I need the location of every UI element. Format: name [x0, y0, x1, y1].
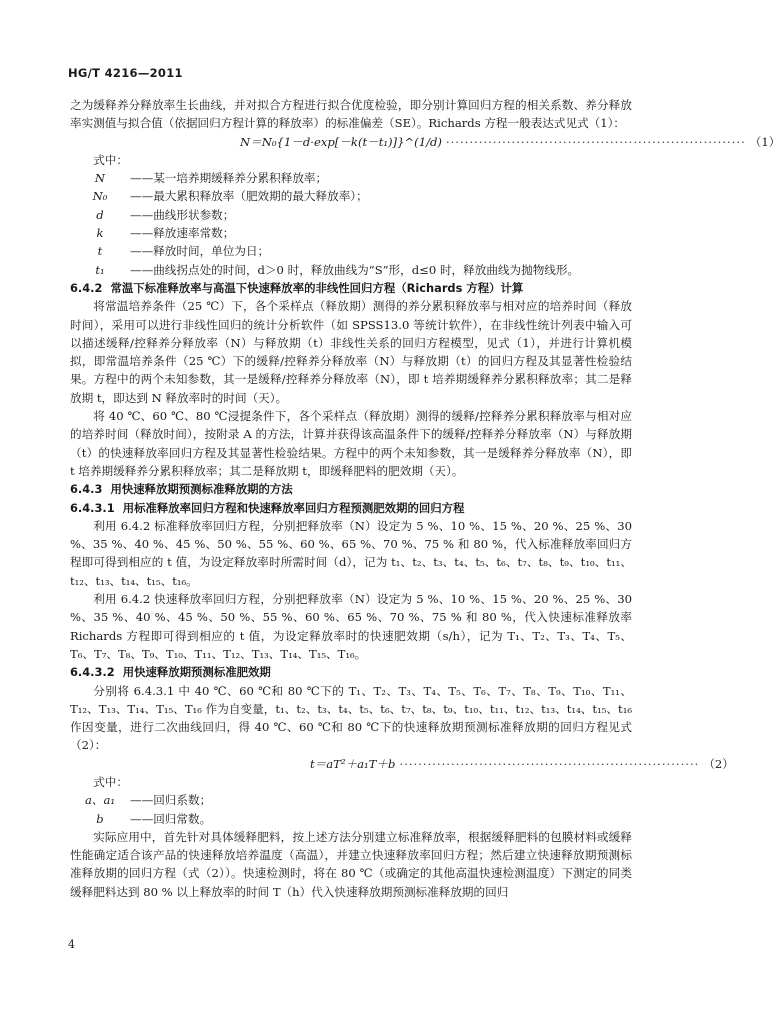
definition-text: ——回归常数。	[130, 811, 212, 826]
definition-row	[70, 791, 632, 809]
definition-symbol: N	[94, 171, 106, 186]
section-title: 用标准释放率回归方程和快速释放率回归方程预测肥效期的回归方程	[122, 500, 465, 515]
definition-row	[70, 169, 632, 187]
paragraph-6-4-2-a: 将常温培养条件（25 ℃）下，各个采样点（释放期）测得的养分累积释放率与相对应的培养时间（释放时间），采用可以进行非线性回归的统计分析软件（如 SPSS13.0 等统计软件），在非线性统计列表中输入可以描述缓释/控释养分释放率（N）与释放期（t）非线性关系的回归方程模型，见式（1），并进行计算机模拟，即常温培养条件（25 ℃）下的缓释/控释养分释放率（N）与释放期（t）的回归方程及其显著性检验结果。方程中的两个未知参数，其一是缓释/控释养分释放率（N），即 t 培养期缓释养分累积释放率；其二是释放期 t，即达到 N 释放率时的时间（天）。	[70, 299, 632, 405]
definition-row	[70, 187, 632, 205]
definition-text: ——曲线形状参数；	[130, 207, 235, 222]
section-heading-6-4-3	[70, 480, 632, 498]
definition-row	[70, 206, 632, 224]
section-title: 常温下标准释放率与高温下快速释放率的非线性回归方程（Richards 方程）计算	[110, 280, 524, 295]
section-number: 6.4.3	[70, 482, 103, 497]
section-heading-6-4-3-2	[70, 663, 632, 681]
paragraph-application: 实际应用中，首先针对具体缓释肥料，按上述方法分别建立标准释放率，根据缓释肥料的包膜材料或缓释性能确定适合该产品的快速释放培养温度（高温），并建立快速释放率回归方程；然后建立快速释放期预测标准释放期的回归方程（式（2））。快速检测时，将在 80 ℃（或确定的其他高温快速检测温度）下测定的同类缓释肥料达到 80 % 以上释放率的时间 T（h）代入快速释放期预测标准释放期的回归	[70, 829, 632, 899]
equation-2-number: （2）	[703, 756, 734, 771]
section-title: 用快速释放期预测标准释放期的方法	[110, 482, 293, 497]
where-label-1: 式中：	[93, 152, 128, 167]
equation-2-formula: t＝aT²＋a₁T＋b	[310, 756, 396, 771]
definition-row	[70, 224, 632, 242]
definition-symbol: k	[96, 226, 104, 241]
equation-1-number: （1）	[749, 134, 780, 149]
paragraph-6-4-3-1-a: 利用 6.4.2 标准释放率回归方程，分别把释放率（N）设定为 5 %、10 %、15 %、20 %、25 %、30 %、35 %、40 %、45 %、50 %、55 %、60 %、65 %、70 %、75 % 和 80 %，代入标准释放率回归方程即可得到相应的 t 值，为设定释放率时所需时间（d），记为 t₁、t₂、t₃、t₄、t₅、t₆、t₇、t₈、t₉、t₁₀、t₁₁、t₁₂、t₁₃、t₁₄、t₁₅、t₁₆。	[70, 518, 632, 588]
definition-text: ——最大累积释放率（肥效期的最大释放率）；	[130, 189, 368, 204]
page-number: 4	[68, 938, 75, 951]
section-number: 6.4.3.1	[70, 500, 115, 515]
equation-1	[70, 133, 780, 151]
paragraph-6-4-3-1-b: 利用 6.4.2 快速释放率回归方程，分别把释放率（N）设定为 5 %、10 %、15 %、20 %、25 %、30 %、35 %、40 %、45 %、50 %、55 %、60 %、65 %、70 %、75 % 和 80 %，代入快速标准释放率 Richards 方程即可得到相应的 t 值，为设定释放率时的快速肥效期（s/h），记为 T₁、T₂、T₃、T₄、T₅、T₆、T₇、T₈、T₉、T₁₀、T₁₁、T₁₂、T₁₃、T₁₄、T₁₅、T₁₆。	[70, 592, 632, 661]
definition-row	[70, 242, 632, 260]
equation-1-formula: N＝N₀{1－d·exp[－k(t－t₁)]}^(1/d)	[240, 134, 442, 149]
section-heading-6-4-3-1	[70, 499, 632, 517]
definition-symbol: t₁	[95, 262, 105, 277]
definition-text: ——回归系数；	[130, 793, 212, 808]
section-heading-6-4-2	[70, 279, 632, 297]
definition-row	[70, 261, 632, 279]
standard-number-header: HG/T 4216—2011	[68, 66, 183, 80]
definition-list-2	[70, 791, 632, 828]
definition-list-1	[70, 169, 632, 279]
definition-symbol: t	[97, 244, 103, 259]
section-title: 用快速释放期预测标准肥效期	[122, 665, 271, 680]
paragraph-6-4-3-2: 分别将 6.4.3.1 中 40 ℃、60 ℃和 80 ℃下的 T₁、T₂、T₃、T₄、T₅、T₆、T₇、T₈、T₉、T₁₀、T₁₁、T₁₂、T₁₃、T₁₄、T₁₅、T₁₆ 作为自变量，t₁、t₂、t₃、t₄、t₅、t₆、t₇、t₈、t₉、t₁₀、t₁₁、t₁₂、t₁₃、t₁₄、t₁₅、t₁₆ 作因变量，进行二次曲线回归，得 40 ℃、60 ℃和 80 ℃下的快速释放期预测标准释放期的回归方程见式（2）：	[70, 683, 632, 753]
definition-text: ——曲线拐点处的时间，d＞0 时，释放曲线为“S”形，d≤0 时，释放曲线为抛物线形。	[130, 262, 580, 277]
definition-row	[70, 810, 632, 828]
equation-2	[70, 755, 734, 773]
document-body	[70, 96, 780, 901]
where-label-2: 式中：	[93, 774, 128, 789]
definition-text: ——释放速率常数；	[130, 226, 235, 241]
definition-symbol: a、a₁	[84, 793, 116, 808]
section-number: 6.4.3.2	[70, 665, 115, 680]
definition-symbol: d	[96, 207, 104, 222]
paragraph-6-4-2-b: 将 40 ℃、60 ℃、80 ℃浸提条件下，各个采样点（释放期）测得的缓释/控释养分累积释放率与相对应的培养时间（释放时间），按附录 A 的方法，计算并获得该高温条件下的缓释/控释养分释放率（N）与释放期（t）的快速释放率回归方程及其显著性检验结果。方程中的两个未知参数，其一是缓释养分释放率（N），即 t 培养期缓释养分累积释放率；其二是释放期 t，即缓释肥料的肥效期（天）。	[70, 409, 632, 478]
definition-text: ——释放时间，单位为日；	[130, 244, 270, 259]
equation-leader-dots: ································································	[399, 756, 700, 771]
definition-text: ——某一培养期缓释养分累积释放率；	[130, 171, 328, 186]
intro-paragraph: 之为缓释养分释放率生长曲线，并对拟合方程进行拟合优度检验，即分别计算回归方程的相关系数、养分释放率实测值与拟合值（依据回归方程计算的释放率）的标准偏差（SE）。Richards 方程一般表达式见式（1）：	[70, 98, 632, 131]
definition-symbol: N₀	[92, 189, 108, 204]
definition-symbol: b	[96, 811, 104, 826]
equation-leader-dots: ································································	[445, 134, 746, 149]
section-number: 6.4.2	[70, 280, 103, 295]
